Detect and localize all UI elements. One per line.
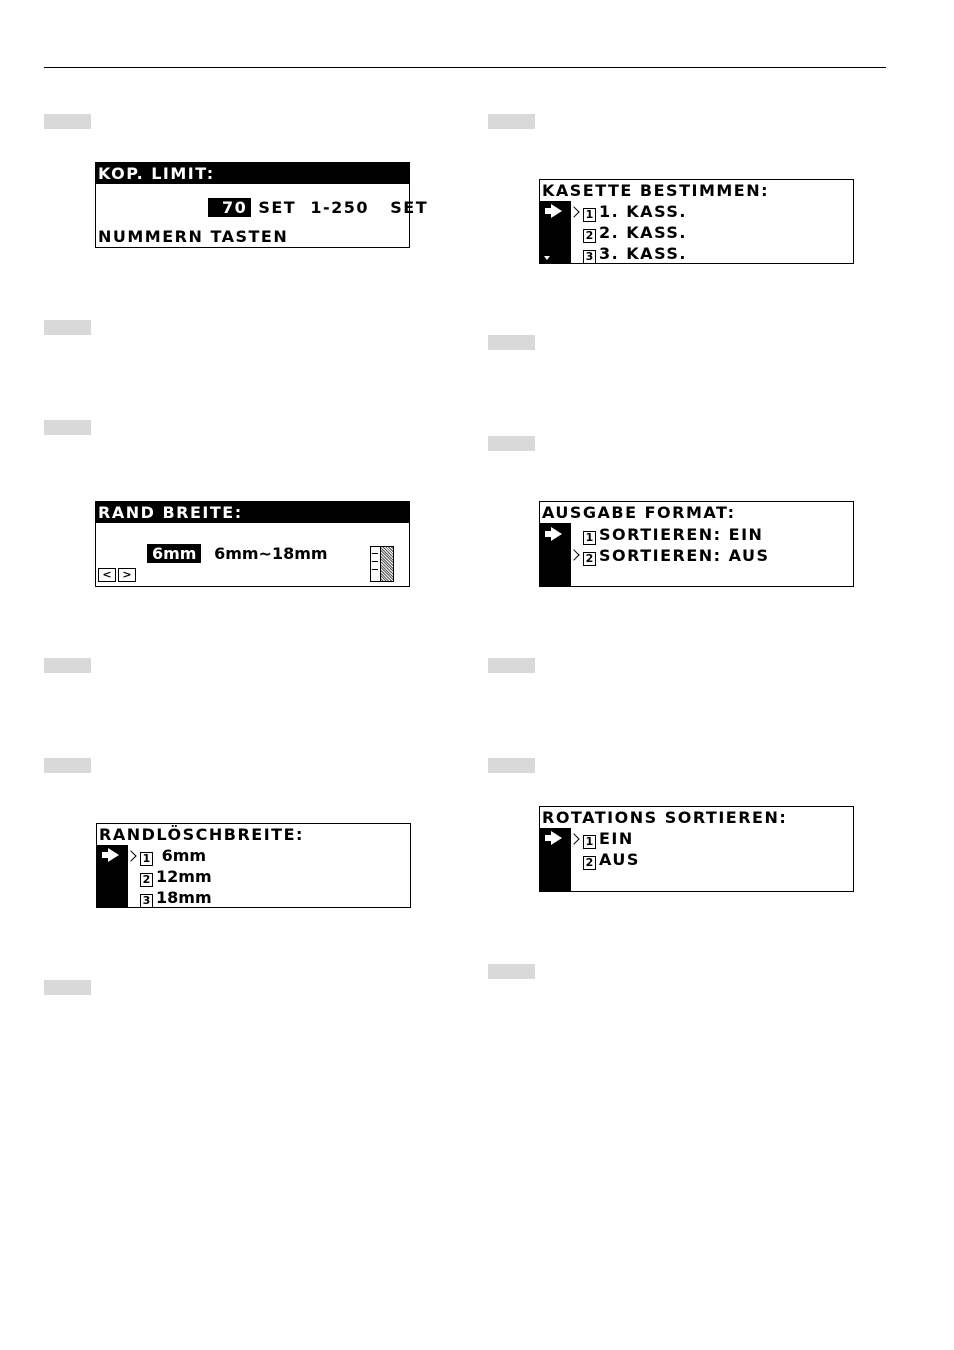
step-marker [488, 758, 535, 773]
margin-document-icon [370, 546, 394, 582]
margin-width-range: 6mm~18mm [214, 544, 328, 563]
cursor-arrow-icon [551, 527, 562, 541]
menu-item[interactable]: 1 SORTIEREN: EIN [583, 524, 763, 545]
margin-width-value: 6mm [147, 544, 201, 563]
lcd-title: RANDLÖSCHBREITE: [99, 825, 304, 844]
step-marker [488, 964, 535, 979]
menu-item[interactable]: 1 EIN [583, 828, 634, 849]
lcd-randloeschbreite [96, 823, 411, 908]
cursor-arrow-icon [108, 848, 119, 862]
step-marker [44, 658, 91, 673]
cursor-strip [540, 523, 571, 586]
lcd-title: ROTATIONS SORTIEREN: [542, 808, 788, 827]
step-marker [44, 758, 91, 773]
menu-item[interactable]: 2 12mm [140, 866, 212, 887]
lcd-title: RAND BREITE: [96, 502, 409, 523]
step-marker [44, 114, 91, 129]
menu-item[interactable]: 1 1. KASS. [583, 201, 687, 222]
copy-limit-info: SET 1-250 SET [258, 198, 429, 217]
step-marker [44, 980, 91, 995]
menu-item[interactable]: 3 3. KASS. [583, 243, 687, 264]
step-marker [44, 420, 91, 435]
menu-item[interactable]: 2 AUS [583, 849, 640, 870]
step-marker [488, 335, 535, 350]
lcd-rotations-sortieren [539, 806, 854, 892]
lcd-title: AUSGABE FORMAT: [542, 503, 736, 522]
menu-item[interactable]: 2 SORTIEREN: AUS [583, 545, 770, 566]
header-rule [44, 67, 886, 68]
step-marker [488, 114, 535, 129]
cursor-strip [97, 845, 128, 907]
menu-item[interactable]: 1 6mm [140, 845, 206, 866]
lcd-kasette-bestimmen [539, 179, 854, 264]
increase-button[interactable]: > [118, 568, 136, 582]
decrease-button[interactable]: < [98, 568, 116, 582]
cursor-arrow-icon [551, 831, 562, 845]
lcd-rand-breite [95, 501, 410, 587]
menu-item[interactable]: 2 2. KASS. [583, 222, 687, 243]
lcd-ausgabe-format [539, 501, 854, 587]
step-marker [488, 436, 535, 451]
lcd-title: KASETTE BESTIMMEN: [542, 181, 770, 200]
menu-item[interactable]: 3 18mm [140, 887, 212, 908]
cursor-strip [540, 828, 571, 891]
step-marker [44, 320, 91, 335]
scroll-down-icon [544, 256, 550, 260]
step-marker [488, 658, 535, 673]
lcd-kop-limit [95, 162, 429, 248]
cursor-strip [540, 201, 571, 263]
lcd-title: KOP. LIMIT: [96, 163, 409, 184]
copy-limit-value: 70 [208, 198, 251, 217]
cursor-arrow-icon [551, 204, 562, 218]
lcd-bottom-text: NUMMERN TASTEN [98, 227, 289, 246]
